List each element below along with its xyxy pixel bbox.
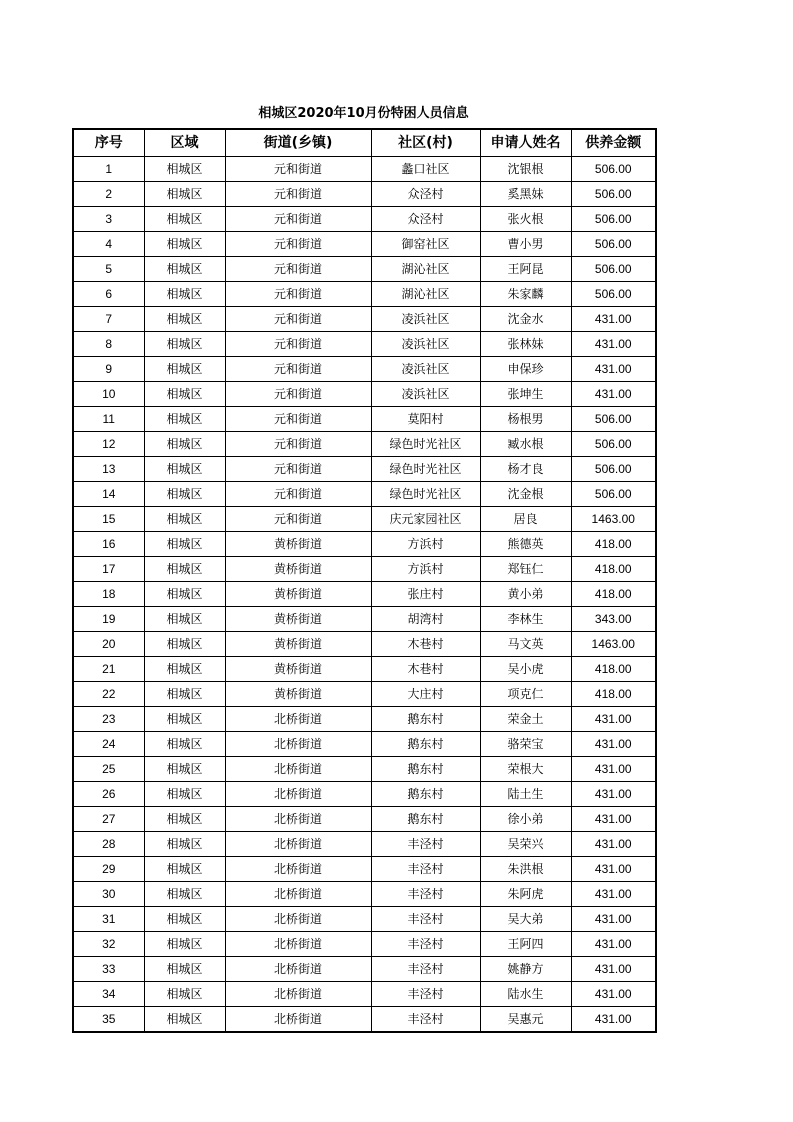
cell-street: 元和街道: [225, 507, 371, 532]
cell-applicant: 吴小虎: [480, 657, 571, 682]
cell-community: 鹅东村: [371, 757, 480, 782]
cell-amount: 431.00: [571, 382, 656, 407]
cell-applicant: 姚静方: [480, 957, 571, 982]
cell-index: 18: [73, 582, 144, 607]
table-row: [73, 157, 656, 182]
cell-applicant: 熊德英: [480, 532, 571, 557]
table-row: [73, 482, 656, 507]
cell-amount: 431.00: [571, 882, 656, 907]
cell-applicant: 杨根男: [480, 407, 571, 432]
table-row: [73, 457, 656, 482]
header-amount: 供养金额: [571, 129, 656, 157]
cell-index: 8: [73, 332, 144, 357]
cell-amount: 506.00: [571, 457, 656, 482]
cell-street: 北桥街道: [225, 857, 371, 882]
cell-community: 绿色时光社区: [371, 482, 480, 507]
cell-amount: 506.00: [571, 432, 656, 457]
cell-amount: 431.00: [571, 832, 656, 857]
cell-index: 20: [73, 632, 144, 657]
cell-community: 庆元家园社区: [371, 507, 480, 532]
cell-index: 14: [73, 482, 144, 507]
cell-region: 相城区: [144, 382, 225, 407]
cell-applicant: 朱家麟: [480, 282, 571, 307]
cell-amount: 431.00: [571, 332, 656, 357]
cell-region: 相城区: [144, 907, 225, 932]
cell-community: 绿色时光社区: [371, 457, 480, 482]
table-row: [73, 357, 656, 382]
cell-street: 北桥街道: [225, 957, 371, 982]
cell-community: 湖沁社区: [371, 282, 480, 307]
cell-region: 相城区: [144, 707, 225, 732]
cell-applicant: 申保珍: [480, 357, 571, 382]
cell-community: 湖沁社区: [371, 257, 480, 282]
cell-applicant: 沈银根: [480, 157, 571, 182]
cell-region: 相城区: [144, 757, 225, 782]
cell-amount: 418.00: [571, 532, 656, 557]
cell-amount: 418.00: [571, 657, 656, 682]
cell-region: 相城区: [144, 957, 225, 982]
cell-community: 鹅东村: [371, 707, 480, 732]
table-row: [73, 857, 656, 882]
cell-amount: 431.00: [571, 357, 656, 382]
cell-street: 元和街道: [225, 382, 371, 407]
cell-community: 众泾村: [371, 207, 480, 232]
cell-community: 大庄村: [371, 682, 480, 707]
cell-amount: 418.00: [571, 582, 656, 607]
cell-community: 御窑社区: [371, 232, 480, 257]
cell-community: 莫阳村: [371, 407, 480, 432]
cell-region: 相城区: [144, 882, 225, 907]
cell-applicant: 张坤生: [480, 382, 571, 407]
table-header-row: [73, 129, 656, 157]
cell-region: 相城区: [144, 682, 225, 707]
cell-region: 相城区: [144, 457, 225, 482]
table-row: [73, 757, 656, 782]
cell-region: 相城区: [144, 982, 225, 1007]
cell-region: 相城区: [144, 857, 225, 882]
header-street: 街道(乡镇): [225, 129, 371, 157]
cell-community: 张庄村: [371, 582, 480, 607]
cell-applicant: 吴惠元: [480, 1007, 571, 1033]
cell-applicant: 吴荣兴: [480, 832, 571, 857]
cell-community: 丰泾村: [371, 832, 480, 857]
cell-street: 黄桥街道: [225, 607, 371, 632]
cell-amount: 506.00: [571, 257, 656, 282]
cell-region: 相城区: [144, 1007, 225, 1033]
cell-index: 28: [73, 832, 144, 857]
cell-index: 21: [73, 657, 144, 682]
cell-street: 北桥街道: [225, 757, 371, 782]
cell-applicant: 王阿四: [480, 932, 571, 957]
cell-community: 丰泾村: [371, 907, 480, 932]
table-row: [73, 682, 656, 707]
cell-applicant: 徐小弟: [480, 807, 571, 832]
cell-street: 黄桥街道: [225, 582, 371, 607]
cell-index: 35: [73, 1007, 144, 1033]
cell-amount: 431.00: [571, 857, 656, 882]
cell-community: 众泾村: [371, 182, 480, 207]
cell-index: 12: [73, 432, 144, 457]
table-row: [73, 932, 656, 957]
cell-amount: 418.00: [571, 682, 656, 707]
cell-index: 34: [73, 982, 144, 1007]
cell-index: 4: [73, 232, 144, 257]
table-row: [73, 257, 656, 282]
cell-index: 15: [73, 507, 144, 532]
cell-region: 相城区: [144, 432, 225, 457]
cell-region: 相城区: [144, 807, 225, 832]
cell-applicant: 杨才良: [480, 457, 571, 482]
table-row: [73, 1007, 656, 1033]
table-row: [73, 732, 656, 757]
cell-region: 相城区: [144, 407, 225, 432]
cell-community: 木巷村: [371, 657, 480, 682]
cell-amount: 506.00: [571, 232, 656, 257]
cell-index: 7: [73, 307, 144, 332]
cell-applicant: 王阿昆: [480, 257, 571, 282]
cell-region: 相城区: [144, 832, 225, 857]
cell-region: 相城区: [144, 782, 225, 807]
table-row: [73, 207, 656, 232]
cell-street: 北桥街道: [225, 782, 371, 807]
cell-index: 3: [73, 207, 144, 232]
cell-region: 相城区: [144, 657, 225, 682]
cell-applicant: 郑钰仁: [480, 557, 571, 582]
table-row: [73, 507, 656, 532]
cell-street: 元和街道: [225, 182, 371, 207]
cell-applicant: 马文英: [480, 632, 571, 657]
cell-amount: 431.00: [571, 907, 656, 932]
table-row: [73, 632, 656, 657]
cell-amount: 431.00: [571, 807, 656, 832]
cell-street: 北桥街道: [225, 807, 371, 832]
cell-applicant: 朱洪根: [480, 857, 571, 882]
cell-street: 元和街道: [225, 407, 371, 432]
cell-applicant: 陆土生: [480, 782, 571, 807]
cell-index: 13: [73, 457, 144, 482]
cell-applicant: 荣根大: [480, 757, 571, 782]
cell-amount: 431.00: [571, 307, 656, 332]
cell-community: 凌浜社区: [371, 307, 480, 332]
cell-community: 蠡口社区: [371, 157, 480, 182]
table-row: [73, 182, 656, 207]
cell-applicant: 张林妹: [480, 332, 571, 357]
cell-community: 方浜村: [371, 532, 480, 557]
personnel-table: [72, 128, 657, 1033]
cell-index: 31: [73, 907, 144, 932]
cell-amount: 431.00: [571, 957, 656, 982]
cell-street: 北桥街道: [225, 707, 371, 732]
table-row: [73, 782, 656, 807]
table-row: [73, 557, 656, 582]
cell-index: 17: [73, 557, 144, 582]
cell-amount: 506.00: [571, 182, 656, 207]
cell-region: 相城区: [144, 207, 225, 232]
cell-street: 元和街道: [225, 457, 371, 482]
cell-index: 26: [73, 782, 144, 807]
cell-applicant: 曹小男: [480, 232, 571, 257]
cell-amount: 431.00: [571, 732, 656, 757]
table-body: [73, 157, 656, 1033]
cell-index: 30: [73, 882, 144, 907]
cell-region: 相城区: [144, 932, 225, 957]
cell-region: 相城区: [144, 482, 225, 507]
table-row: [73, 707, 656, 732]
cell-amount: 431.00: [571, 707, 656, 732]
cell-index: 1: [73, 157, 144, 182]
table-row: [73, 407, 656, 432]
table-row: [73, 607, 656, 632]
cell-street: 黄桥街道: [225, 632, 371, 657]
cell-applicant: 骆荣宝: [480, 732, 571, 757]
cell-applicant: 项克仁: [480, 682, 571, 707]
cell-index: 5: [73, 257, 144, 282]
cell-community: 丰泾村: [371, 982, 480, 1007]
cell-amount: 431.00: [571, 932, 656, 957]
cell-street: 元和街道: [225, 307, 371, 332]
cell-applicant: 臧水根: [480, 432, 571, 457]
cell-region: 相城区: [144, 157, 225, 182]
cell-region: 相城区: [144, 307, 225, 332]
cell-street: 元和街道: [225, 257, 371, 282]
cell-community: 鹅东村: [371, 732, 480, 757]
table-row: [73, 832, 656, 857]
cell-region: 相城区: [144, 332, 225, 357]
cell-community: 鹅东村: [371, 782, 480, 807]
cell-applicant: 吴大弟: [480, 907, 571, 932]
cell-applicant: 朱阿虎: [480, 882, 571, 907]
cell-index: 19: [73, 607, 144, 632]
cell-index: 10: [73, 382, 144, 407]
cell-street: 元和街道: [225, 232, 371, 257]
cell-street: 北桥街道: [225, 732, 371, 757]
cell-region: 相城区: [144, 632, 225, 657]
cell-region: 相城区: [144, 357, 225, 382]
cell-amount: 431.00: [571, 757, 656, 782]
cell-applicant: 奚黑妹: [480, 182, 571, 207]
cell-index: 22: [73, 682, 144, 707]
cell-index: 2: [73, 182, 144, 207]
table-row: [73, 582, 656, 607]
cell-applicant: 陆水生: [480, 982, 571, 1007]
cell-applicant: 荣金土: [480, 707, 571, 732]
cell-community: 丰泾村: [371, 857, 480, 882]
cell-region: 相城区: [144, 582, 225, 607]
cell-community: 鹅东村: [371, 807, 480, 832]
cell-street: 黄桥街道: [225, 682, 371, 707]
cell-amount: 506.00: [571, 207, 656, 232]
table-row: [73, 982, 656, 1007]
cell-street: 北桥街道: [225, 832, 371, 857]
cell-street: 元和街道: [225, 282, 371, 307]
cell-community: 木巷村: [371, 632, 480, 657]
cell-amount: 418.00: [571, 557, 656, 582]
cell-community: 凌浜社区: [371, 382, 480, 407]
cell-community: 丰泾村: [371, 882, 480, 907]
cell-applicant: 黄小弟: [480, 582, 571, 607]
cell-amount: 431.00: [571, 982, 656, 1007]
cell-applicant: 沈金水: [480, 307, 571, 332]
cell-index: 25: [73, 757, 144, 782]
cell-community: 丰泾村: [371, 932, 480, 957]
cell-community: 丰泾村: [371, 957, 480, 982]
table-row: [73, 807, 656, 832]
table-row: [73, 282, 656, 307]
table-row: [73, 307, 656, 332]
cell-applicant: 沈金根: [480, 482, 571, 507]
cell-amount: 431.00: [571, 1007, 656, 1033]
header-index: 序号: [73, 129, 144, 157]
cell-region: 相城区: [144, 182, 225, 207]
cell-community: 绿色时光社区: [371, 432, 480, 457]
cell-street: 元和街道: [225, 207, 371, 232]
cell-region: 相城区: [144, 507, 225, 532]
cell-region: 相城区: [144, 532, 225, 557]
cell-community: 胡湾村: [371, 607, 480, 632]
cell-index: 16: [73, 532, 144, 557]
cell-community: 凌浜社区: [371, 332, 480, 357]
cell-applicant: 张火根: [480, 207, 571, 232]
cell-street: 北桥街道: [225, 1007, 371, 1033]
header-community: 社区(村): [371, 129, 480, 157]
header-applicant: 申请人姓名: [480, 129, 571, 157]
cell-amount: 1463.00: [571, 632, 656, 657]
cell-amount: 1463.00: [571, 507, 656, 532]
cell-amount: 506.00: [571, 407, 656, 432]
cell-street: 北桥街道: [225, 882, 371, 907]
cell-amount: 431.00: [571, 782, 656, 807]
cell-index: 9: [73, 357, 144, 382]
cell-street: 元和街道: [225, 157, 371, 182]
cell-street: 黄桥街道: [225, 557, 371, 582]
cell-street: 北桥街道: [225, 932, 371, 957]
cell-amount: 506.00: [571, 482, 656, 507]
cell-index: 27: [73, 807, 144, 832]
cell-amount: 506.00: [571, 282, 656, 307]
cell-region: 相城区: [144, 232, 225, 257]
cell-amount: 343.00: [571, 607, 656, 632]
cell-applicant: 居良: [480, 507, 571, 532]
cell-region: 相城区: [144, 557, 225, 582]
cell-street: 北桥街道: [225, 982, 371, 1007]
cell-street: 元和街道: [225, 357, 371, 382]
cell-region: 相城区: [144, 282, 225, 307]
cell-street: 黄桥街道: [225, 532, 371, 557]
page-title: 相城区2020年10月份特困人员信息: [258, 106, 469, 121]
table-row: [73, 232, 656, 257]
table-row: [73, 657, 656, 682]
cell-community: 丰泾村: [371, 1007, 480, 1033]
cell-region: 相城区: [144, 607, 225, 632]
cell-region: 相城区: [144, 732, 225, 757]
cell-index: 24: [73, 732, 144, 757]
cell-region: 相城区: [144, 257, 225, 282]
cell-applicant: 李林生: [480, 607, 571, 632]
cell-amount: 506.00: [571, 157, 656, 182]
table-row: [73, 432, 656, 457]
cell-index: 23: [73, 707, 144, 732]
cell-index: 6: [73, 282, 144, 307]
cell-community: 方浜村: [371, 557, 480, 582]
table-row: [73, 382, 656, 407]
cell-street: 北桥街道: [225, 907, 371, 932]
cell-index: 29: [73, 857, 144, 882]
table-row: [73, 882, 656, 907]
table-row: [73, 907, 656, 932]
cell-street: 黄桥街道: [225, 657, 371, 682]
cell-street: 元和街道: [225, 432, 371, 457]
table-row: [73, 532, 656, 557]
table-row: [73, 957, 656, 982]
header-region: 区域: [144, 129, 225, 157]
table-row: [73, 332, 656, 357]
cell-index: 32: [73, 932, 144, 957]
cell-index: 11: [73, 407, 144, 432]
cell-street: 元和街道: [225, 332, 371, 357]
cell-street: 元和街道: [225, 482, 371, 507]
cell-community: 凌浜社区: [371, 357, 480, 382]
cell-index: 33: [73, 957, 144, 982]
